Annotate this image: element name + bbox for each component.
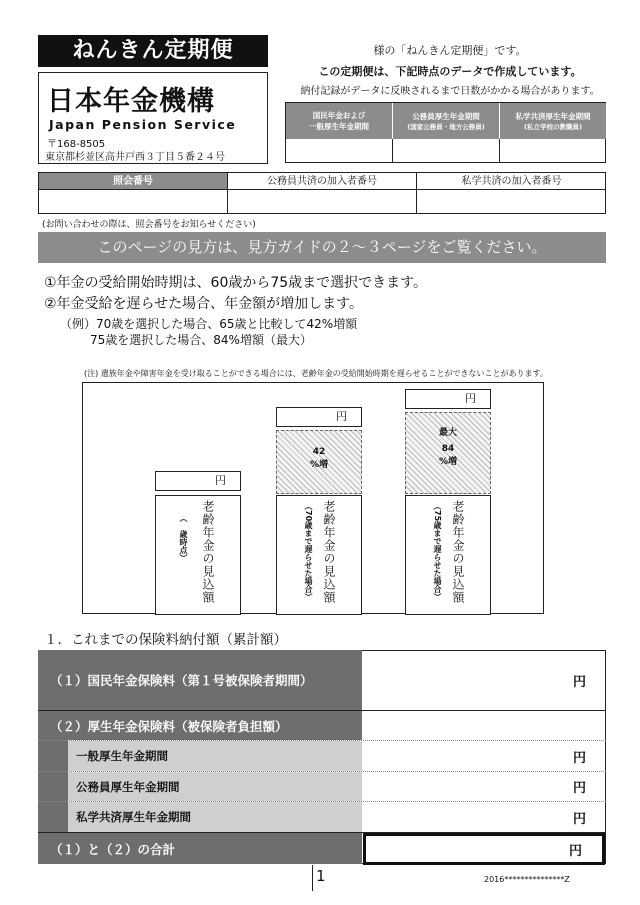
- yen-box-col2: [276, 407, 362, 427]
- period-header-line: 私学共済厚生年金期間: [515, 112, 591, 121]
- column-70: [276, 495, 362, 615]
- row-value: [362, 650, 606, 710]
- yen-unit: 円: [215, 474, 226, 487]
- row-label: 私学共済厚生年金期間: [68, 802, 362, 832]
- payment-table: [38, 650, 606, 864]
- col1-label: 老齢年金の見込額: [201, 500, 215, 604]
- page-number: 1: [316, 867, 326, 885]
- column-75: [405, 495, 491, 615]
- period-value-public: [393, 139, 500, 163]
- reference-table: [38, 172, 606, 214]
- column-65: [155, 495, 241, 615]
- increase-unit: %増: [309, 460, 329, 470]
- ref-number-value: [39, 190, 228, 214]
- yen-unit: 円: [572, 781, 586, 796]
- period-header-line: 一般厚生年金期間: [309, 122, 369, 131]
- yen-unit: 円: [336, 410, 347, 423]
- row-label: （１）と（２）の合計: [38, 833, 362, 864]
- org-name-jp: 日本年金機構: [47, 86, 215, 117]
- private-member-number-header: 私学共済の加入者番号: [417, 173, 606, 190]
- period-header-line: 国民年金および: [312, 111, 366, 120]
- col1-sub: （ 歳時点）: [179, 514, 188, 562]
- increase-unit: %増: [438, 457, 458, 467]
- period-header-private: [500, 103, 606, 139]
- delay-note: 納付記録がデータに反映されるまで日数がかかる場合があります。: [300, 86, 600, 97]
- col2-sub: （70歳まで遅らせた場合）: [304, 502, 313, 602]
- increase-42: [276, 430, 362, 494]
- example-2: 75歳を選択した場合、84%増額（最大）: [90, 333, 312, 347]
- org-zip: 〒168-8505: [47, 139, 106, 150]
- greeting: 様の「ねんきん定期便」です。: [373, 44, 527, 57]
- yen-box-col3: [405, 389, 491, 409]
- yen-box-col1: [155, 471, 241, 491]
- increase-value: 84: [441, 444, 455, 454]
- example-1: （例）70歳を選択した場合、65歳と比較して42%増額: [60, 317, 358, 331]
- data-notice: この定期便は、下記時点のデータで作成しています。: [318, 65, 582, 78]
- page-divider: [312, 865, 313, 891]
- period-header-line: (私立学校の教職員): [524, 123, 582, 131]
- total-value: [363, 833, 605, 865]
- row-value: [362, 802, 606, 832]
- public-member-number-value: [228, 190, 417, 214]
- period-value-national: [286, 139, 393, 163]
- yen-unit: 円: [572, 674, 586, 690]
- document-code: 2016***************Z: [484, 875, 570, 884]
- inquiry-note: (お問い合わせの際は、照会番号をお知らせください): [42, 220, 256, 230]
- row-label: 公務員厚生年金期間: [68, 772, 362, 801]
- row-label: （２）厚生年金保険料（被保険者負担額）: [38, 711, 362, 740]
- point-1: ①年金の受給開始時期は、60歳から75歳まで選択できます。: [44, 275, 428, 291]
- row-employee-pension: [38, 710, 606, 740]
- section-title: １．これまでの保険料納付額（累計額）: [44, 632, 287, 648]
- period-value-private: [500, 139, 606, 163]
- col2-label: 老齢年金の見込額: [322, 500, 336, 604]
- col3-sub: （75歳まで遅らせた場合）: [433, 502, 442, 602]
- increase-value: 42: [312, 447, 326, 457]
- organization-box: [38, 72, 268, 164]
- period-table: [285, 102, 606, 163]
- row-public-employee: [38, 771, 606, 801]
- row-total: [38, 832, 606, 864]
- col3-label: 老齢年金の見込額: [451, 500, 465, 604]
- period-header-public: [393, 103, 500, 139]
- row-value: [362, 741, 606, 771]
- org-name-en: Japan Pension Service: [49, 117, 237, 132]
- period-header-line: (国家公務員・地方公務員): [407, 123, 485, 131]
- document-title: ねんきん定期便: [38, 35, 268, 67]
- row-label: （１）国民年金保険料（第１号被保険者期間）: [38, 650, 362, 710]
- chart-note: (注) 遺族年金や障害年金を受け取ることができる場合には、老齢年金の受給開始時期を遅らせることができないことがあります。: [84, 369, 548, 378]
- period-header-national: [286, 103, 393, 139]
- row-national-pension: [38, 650, 606, 710]
- max-label: 最大: [438, 428, 457, 438]
- yen-unit: 円: [572, 811, 586, 827]
- period-header-line: 公務員厚生年金期間: [412, 112, 480, 121]
- private-member-number-value: [417, 190, 606, 214]
- guide-bar: このページの見方は、見方ガイドの２～３ページをご覧ください。: [38, 232, 606, 263]
- yen-unit: 円: [465, 392, 476, 405]
- ref-number-header: 照会番号: [39, 173, 228, 190]
- pension-comparison-chart: [82, 382, 544, 614]
- org-address: 東京都杉並区高井戸西３丁目５番２４号: [45, 152, 225, 163]
- row-value: [362, 772, 606, 801]
- point-2: ②年金受給を遅らせた場合、年金額が増加します。: [44, 296, 364, 312]
- row-label: 一般厚生年金期間: [68, 741, 362, 771]
- public-member-number-header: 公務員共済の加入者番号: [228, 173, 417, 190]
- yen-unit: 円: [572, 750, 586, 766]
- row-private-school: [38, 801, 606, 832]
- increase-84: [405, 412, 491, 494]
- yen-unit: 円: [568, 843, 582, 859]
- row-general-employee: [38, 740, 606, 771]
